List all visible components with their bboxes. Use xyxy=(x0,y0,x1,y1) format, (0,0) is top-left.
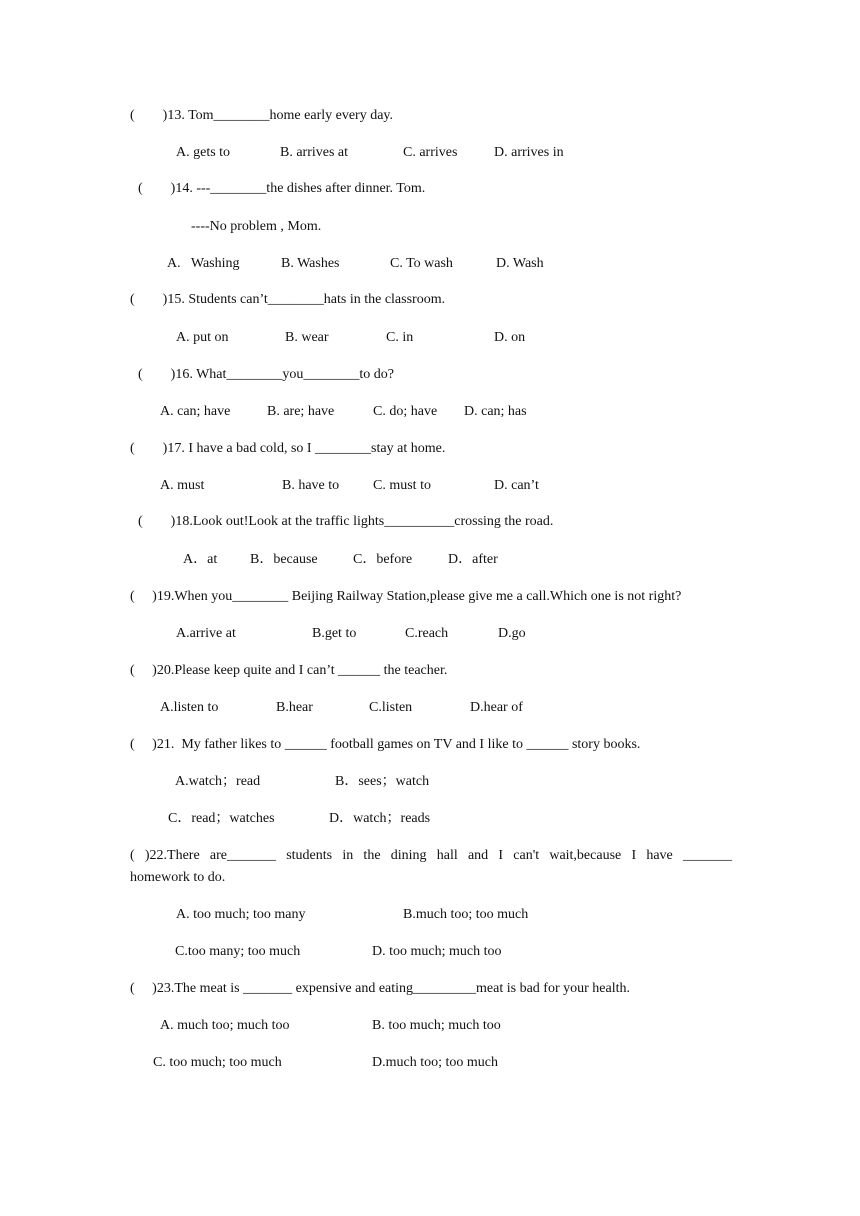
question-18-option-a: A．at xyxy=(183,552,218,567)
question-20-option-d: D.hear of xyxy=(470,700,523,715)
question-16-stem: ( )16. What________you________to do? xyxy=(138,367,394,382)
question-20-option-a: A.listen to xyxy=(160,700,219,715)
question-14-stem: ( )14. ---________the dishes after dinner. Tom. xyxy=(138,181,426,196)
question-22-stem-line-2: homework to do. xyxy=(130,870,226,885)
question-18-option-b: B．because xyxy=(250,552,318,567)
question-23-stem: ( )23.The meat is _______ expensive and eating_________meat is bad for your health. xyxy=(130,981,630,996)
question-14-option-b: B. Washes xyxy=(281,256,340,271)
question-20-option-b: B.hear xyxy=(276,700,313,715)
question-15-option-b: B. wear xyxy=(285,330,329,345)
question-23-option-b: B. too much; much too xyxy=(372,1018,501,1033)
question-13-stem: ( )13. Tom________home early every day. xyxy=(130,108,394,123)
question-16-option-a: A. can; have xyxy=(160,404,231,419)
question-13-option-a: A. gets to xyxy=(176,145,231,160)
question-13-option-c: C. arrives xyxy=(403,145,458,160)
question-22-option-d: D. too much; much too xyxy=(372,944,502,959)
question-15-stem: ( )15. Students can’t________hats in the classroom. xyxy=(130,292,446,307)
question-15-option-d: D. on xyxy=(494,330,526,345)
question-18-stem: ( )18.Look out!Look at the traffic lights__________crossing the road. xyxy=(138,514,554,529)
question-14-option-a: A. Washing xyxy=(167,256,240,271)
question-19-option-b: B.get to xyxy=(312,626,357,641)
question-21-option-b: B．sees；watch xyxy=(335,774,430,789)
question-16-option-b: B. are; have xyxy=(267,404,335,419)
question-17-stem: ( )17. I have a bad cold, so I ________stay at home. xyxy=(130,441,446,456)
question-21-option-c: C．read；watches xyxy=(168,811,275,826)
question-22-option-c: C.too many; too much xyxy=(175,944,301,959)
question-17-option-b: B. have to xyxy=(282,478,340,493)
question-23-option-a: A. much too; much too xyxy=(160,1018,290,1033)
question-22-option-b: B.much too; too much xyxy=(403,907,529,922)
question-23-option-c: C. too much; too much xyxy=(153,1055,282,1070)
question-13-option-d: D. arrives in xyxy=(494,145,564,160)
question-14-option-d: D. Wash xyxy=(496,256,544,271)
question-21-stem: ( )21. My father likes to ______ football games on TV and I like to ______ story books. xyxy=(130,737,641,752)
question-17-option-d: D. can’t xyxy=(494,478,539,493)
question-14-reply: ----No problem , Mom. xyxy=(191,219,322,234)
question-15-option-c: C. in xyxy=(386,330,414,345)
question-19-option-c: C.reach xyxy=(405,626,449,641)
question-22-option-a: A. too much; too many xyxy=(176,907,306,922)
question-20-option-c: C.listen xyxy=(369,700,413,715)
question-13-option-b: B. arrives at xyxy=(280,145,349,160)
question-14-option-c: C. To wash xyxy=(390,256,453,271)
question-19-option-a: A.arrive at xyxy=(176,626,236,641)
question-19-option-d: D.go xyxy=(498,626,526,641)
question-16-option-d: D. can; has xyxy=(464,404,527,419)
question-18-option-c: C．before xyxy=(353,552,413,567)
question-21-option-a: A.watch；read xyxy=(175,774,261,789)
question-23-option-d: D.much too; too much xyxy=(372,1055,498,1070)
question-20-stem: ( )20.Please keep quite and I can’t ______ the teacher. xyxy=(130,663,448,678)
question-17-option-c: C. must to xyxy=(373,478,431,493)
question-22-stem-line-1: ( )22.There are_______ students in the dining hall and I can't wait,because I have _______ xyxy=(130,848,732,863)
question-21-option-d: D．watch；reads xyxy=(329,811,431,826)
question-19-stem: ( )19.When you________ Beijing Railway Station,please give me a call.Which one is not right? xyxy=(130,589,682,604)
question-15-option-a: A. put on xyxy=(176,330,229,345)
question-17-option-a: A. must xyxy=(160,478,205,493)
question-16-option-c: C. do; have xyxy=(373,404,438,419)
question-18-option-d: D．after xyxy=(448,552,498,567)
